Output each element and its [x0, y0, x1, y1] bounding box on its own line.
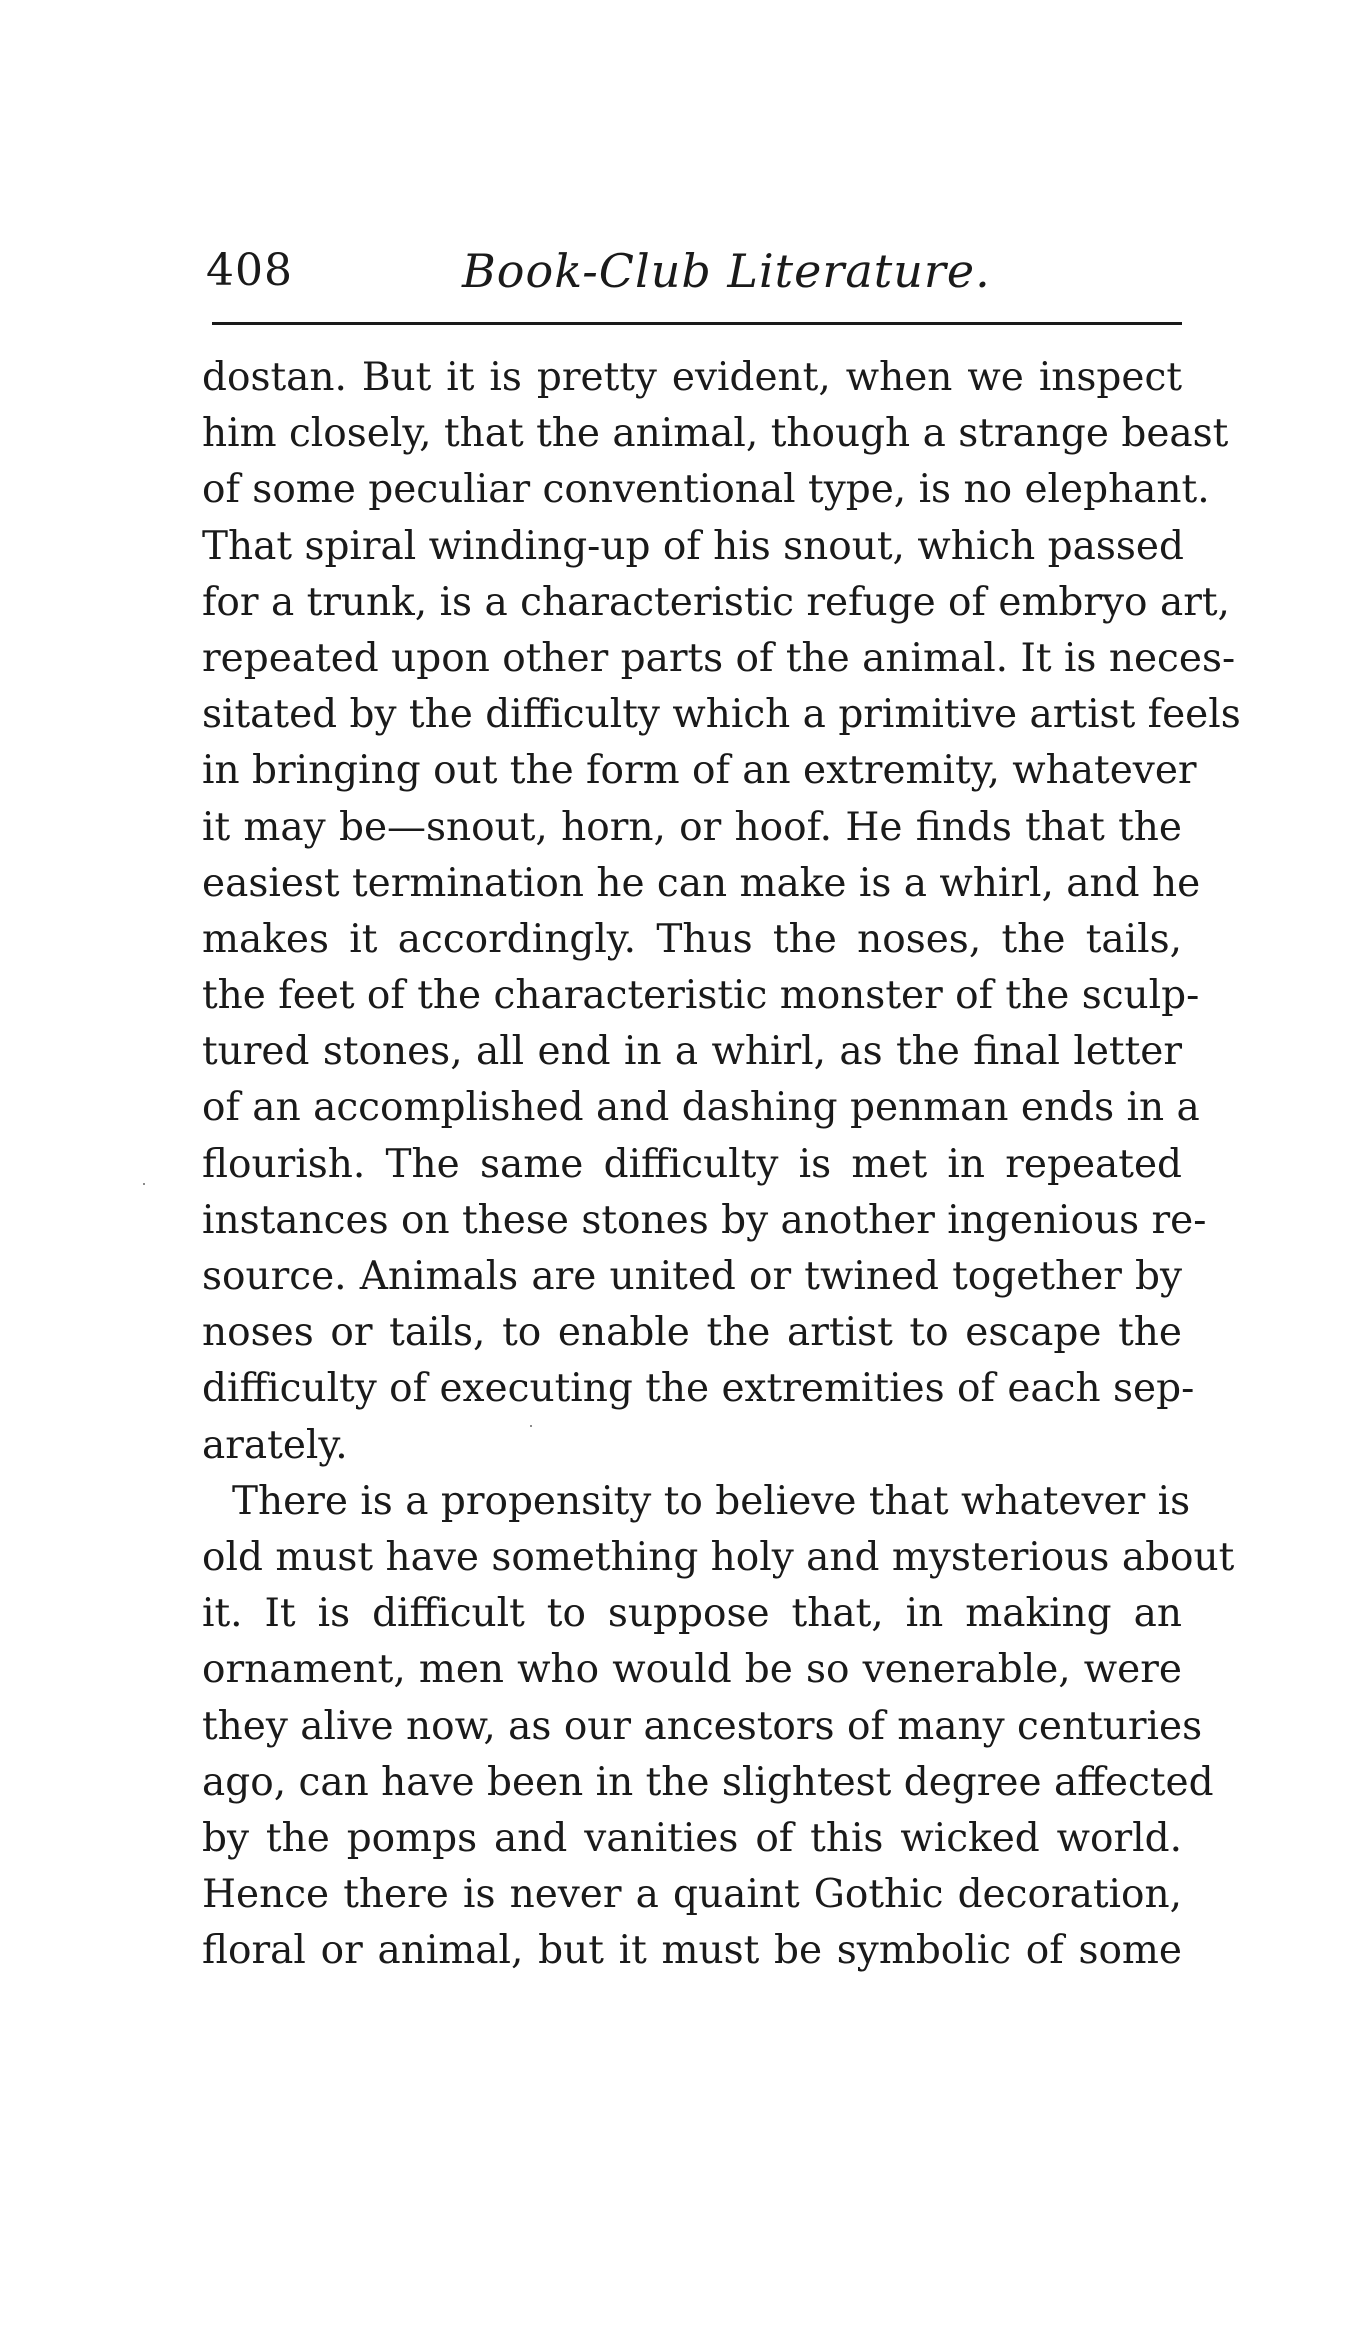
paragraph-1: [202, 350, 1241, 1474]
text-line: it may be—snout, horn, or hoof. He finds that the: [202, 804, 1182, 850]
running-header: [206, 236, 1186, 306]
paper-speck: [143, 1183, 145, 1185]
text-line: for a trunk, is a characteristic refuge of embryo art,: [202, 579, 1230, 625]
text-line: tured stones, all end in a whirl, as the final letter: [202, 1029, 1182, 1075]
text-line: flourish. The same difficulty is met in repeated: [202, 1141, 1182, 1187]
text-line: in bringing out the form of an extremity, whatever: [202, 748, 1197, 794]
body-text: [202, 350, 1241, 1979]
text-line: There is a propensity to believe that whatever is: [232, 1478, 1191, 1524]
text-line: they alive now, as our ancestors of many centuries: [202, 1703, 1203, 1749]
text-line: That spiral winding-up of his snout, which passed: [202, 523, 1184, 569]
text-line: of an accomplished and dashing penman ends in a: [202, 1085, 1200, 1131]
text-line: dostan. But it is pretty evident, when we inspect: [202, 355, 1182, 400]
page-number: 408: [206, 245, 293, 296]
text-line: repeated upon other parts of the animal. It is neces-: [202, 635, 1236, 681]
text-line: him closely, that the animal, though a strange beast: [202, 411, 1229, 457]
paper-speck: [530, 1425, 532, 1427]
running-title: Book-Club Literature.: [462, 244, 991, 298]
text-line: makes it accordingly. Thus the noses, the tails,: [202, 916, 1182, 962]
text-line: of some peculiar conventional type, is no elephant.: [202, 467, 1210, 513]
header-rule: [212, 322, 1182, 325]
text-line: by the pomps and vanities of this wicked world.: [202, 1815, 1182, 1861]
text-line: sitated by the difficulty which a primitive artist feels: [202, 692, 1241, 738]
text-line: it. It is difficult to suppose that, in making an: [202, 1591, 1182, 1637]
paragraph-2: [202, 1474, 1235, 1980]
text-line: Hence there is never a quaint Gothic decoration,: [202, 1872, 1182, 1918]
text-line: floral or animal, but it must be symbolic of some: [202, 1928, 1182, 1974]
text-line: ornament, men who would be so venerable, were: [202, 1647, 1182, 1693]
text-line: source. Animals are united or twined together by: [202, 1254, 1182, 1299]
text-line: ago, can have been in the slightest degree affected: [202, 1759, 1214, 1805]
text-line: easiest termination he can make is a whirl, and he: [202, 860, 1201, 906]
text-line: arately.: [202, 1422, 348, 1468]
text-line: the feet of the characteristic monster of the sculp-: [202, 973, 1200, 1019]
text-line: difficulty of executing the extremities of each sep-: [202, 1366, 1195, 1412]
text-line: old must have something holy and mysterious about: [202, 1534, 1235, 1580]
text-line: instances on these stones by another ingenious re-: [202, 1197, 1207, 1243]
text-line: noses or tails, to enable the artist to escape the: [202, 1310, 1182, 1356]
